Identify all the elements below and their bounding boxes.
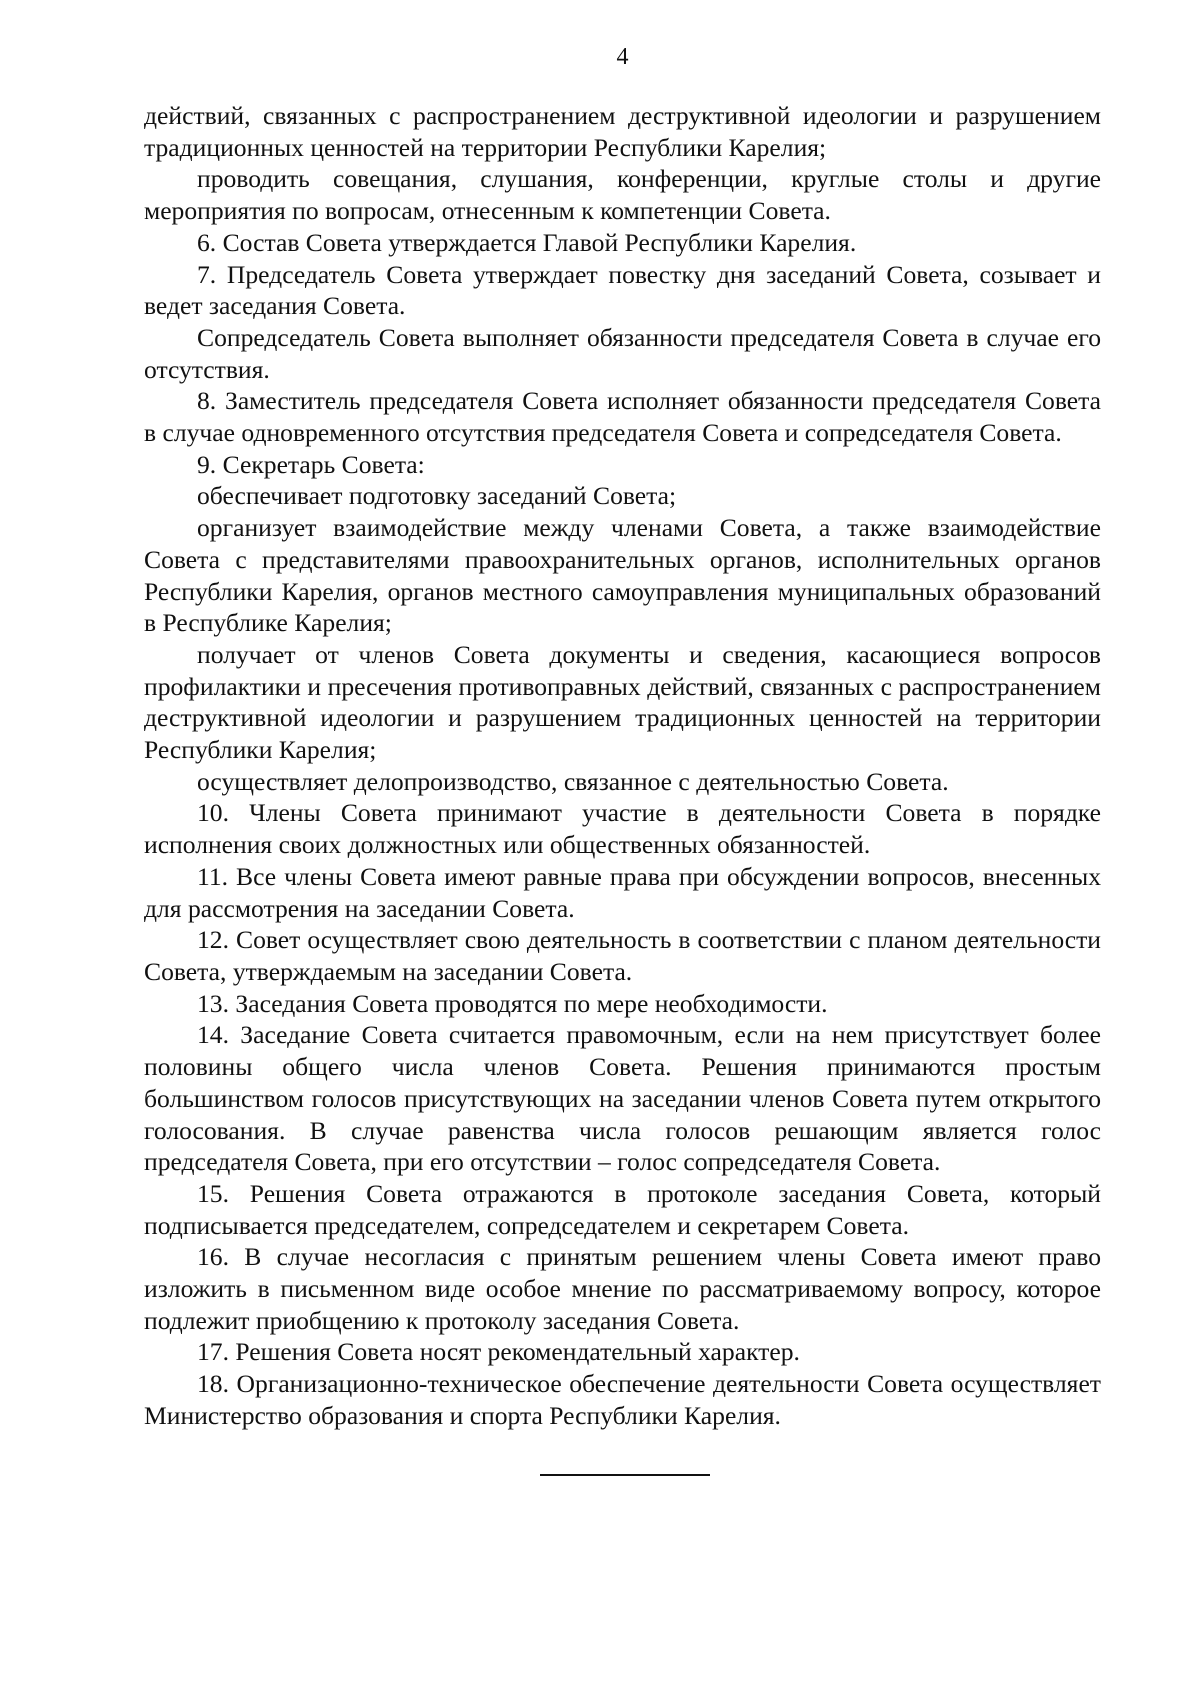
paragraph-14: 14. Заседание Совета считается правомочным, если на нем присутствует более половины общего числа членов Совета. Решения принимаются простым большинством голосов присутствующих на заседании членов Совета путем открытого голосования. В случае равенства числа голосов решающим является голос председателя Совета, при его отсутствии – голос сопредседателя Совета.: [144, 1020, 1101, 1177]
paragraph-16: 16. В случае несогласия с принятым решением члены Совета имеют право изложить в письменном виде особое мнение по рассматриваемому вопросу, которое подлежит приобщению к протоколу заседания Совета.: [144, 1242, 1101, 1335]
paragraph-13: 13. Заседания Совета проводятся по мере необходимости.: [197, 988, 828, 1018]
document-body: [144, 100, 1101, 1432]
paragraph-17: 17. Решения Совета носят рекомендательный характер.: [197, 1337, 800, 1367]
paragraph-7-cochair: Сопредседатель Совета выполняет обязанности председателя Совета в случае его отсутствия.: [144, 322, 1101, 384]
page-number: 4: [616, 44, 629, 70]
paragraph-12: 12. Совет осуществляет свою деятельность в соответствии с планом деятельности Совета, утверждаемым на заседании Совета.: [144, 925, 1101, 986]
paragraph-continuation: действий, связанных с распространением деструктивной идеологии и разрушением традиционных ценностей на территории Республики Карелия;: [144, 101, 1101, 162]
paragraph-6: 6. Состав Совета утверждается Главой Республики Карелия.: [197, 227, 857, 257]
paragraph-9-documents: получает от членов Совета документы и сведения, касающиеся вопросов профилактики и пресечения противоправных действий, связанных с распространением деструктивной идеологии и разрушением традиционных ценностей на территории Республики Карелия;: [144, 639, 1101, 765]
paragraph-11: 11. Все члены Совета имеют равные права при обсуждении вопросов, внесенных для рассмотрения на заседании Совета.: [144, 861, 1101, 923]
paragraph-18: 18. Организационно-техническое обеспечение деятельности Совета осуществляет Министерство образования и спорта Республики Карелия.: [144, 1369, 1101, 1430]
paragraph-15: 15. Решения Совета отражаются в протоколе заседания Совета, который подписывается председателем, сопредседателем и секретарем Совета.: [144, 1178, 1101, 1240]
paragraph-9: 9. Секретарь Совета:: [197, 449, 425, 479]
end-of-document-rule: [540, 1474, 710, 1476]
paragraph-7: 7. Председатель Совета утверждает повестку дня заседаний Совета, созывает и ведет заседания Совета.: [144, 259, 1101, 321]
paragraph-hold-meetings: проводить совещания, слушания, конференции, круглые столы и другие мероприятия по вопросам, отнесенным к компетенции Совета.: [144, 164, 1101, 226]
paragraph-10: 10. Члены Совета принимают участие в деятельности Совета в порядке исполнения своих должностных или общественных обязанностей.: [144, 798, 1101, 860]
paragraph-8: 8. Заместитель председателя Совета исполняет обязанности председателя Совета в случае одновременного отсутствия председателя Совета и сопредседателя Совета.: [144, 386, 1101, 448]
paragraph-9-interaction: организует взаимодействие между членами Совета, а также взаимодействие Совета с представителями правоохранительных органов, исполнительных органов Республики Карелия, органов местного самоуправления муниципальных образований в Республике Карелия;: [144, 513, 1101, 638]
paragraph-9-records: осуществляет делопроизводство, связанное с деятельностью Совета.: [197, 766, 949, 796]
paragraph-9-preparation: обеспечивает подготовку заседаний Совета;: [197, 481, 677, 511]
